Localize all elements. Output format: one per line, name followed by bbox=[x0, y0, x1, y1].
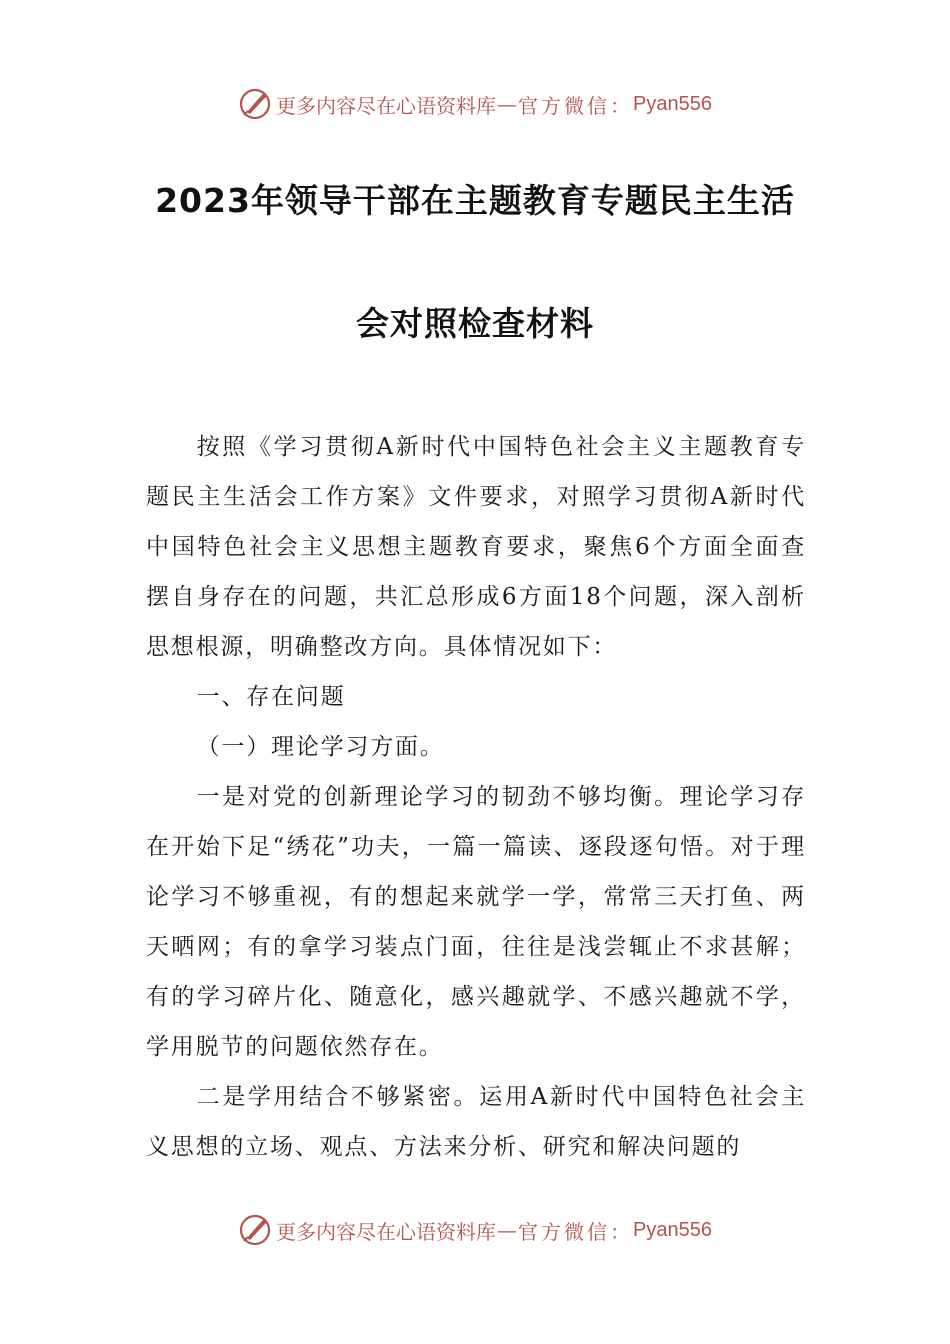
watermark-dash: — bbox=[497, 1218, 518, 1242]
watermark-text: 更多内容尽在心语资料库 bbox=[276, 1219, 497, 1244]
paragraph-point-one: 一是对党的创新理论学习的韧劲不够均衡。理论学习存在开始下足“绣花”功夫，一篇一篇读、逐段逐句悟。对于理论学习不够重视，有的想起来就学一学，常常三天打鱼、两天晒网；有的拿学习装点门面，往往是浅尝辄止不求甚解；有的学习碎片化、随意化，感兴趣就学、不感兴趣就不学，学用脱节的问题依然存在。 bbox=[146, 784, 806, 1060]
subsection-heading-theory: （一）理论学习方面。 bbox=[196, 734, 445, 760]
watermark-wechat-id: Pyan556 bbox=[633, 1218, 712, 1241]
watermark-text: 更多内容尽在心语资料库 bbox=[276, 93, 497, 118]
pen-logo-icon bbox=[238, 1213, 272, 1247]
paragraph-intro: 按照《学习贯彻A新时代中国特色社会主义主题教育专题民主生活会工作方案》文件要求，对照学习贯彻A新时代中国特色社会主义思想主题教育要求，聚焦6个方面全面查摆自身存在的问题，共汇总形成6方面18个问题，深入剖析思想根源，明确整改方向。具体情况如下： bbox=[146, 434, 806, 660]
watermark-label: 官方微信： bbox=[518, 1219, 634, 1244]
paragraph-point-two: 二是学用结合不够紧密。运用A新时代中国特色社会主义思想的立场、观点、方法来分析、研究和解决问题的 bbox=[146, 1084, 806, 1160]
footer-watermark bbox=[0, 1210, 950, 1250]
section-heading-problems: 一、存在问题 bbox=[196, 684, 346, 710]
pen-logo-icon bbox=[238, 87, 272, 121]
document-title-line-1: 2023年领导干部在主题教育专题民主生活 bbox=[155, 181, 795, 220]
watermark-label: 官方微信： bbox=[518, 93, 634, 118]
watermark-dash: — bbox=[497, 92, 518, 116]
header-watermark bbox=[0, 84, 950, 124]
document-title-line-2: 会对照检查材料 bbox=[356, 304, 594, 343]
watermark-wechat-id: Pyan556 bbox=[633, 92, 712, 115]
document-body bbox=[146, 422, 806, 1172]
